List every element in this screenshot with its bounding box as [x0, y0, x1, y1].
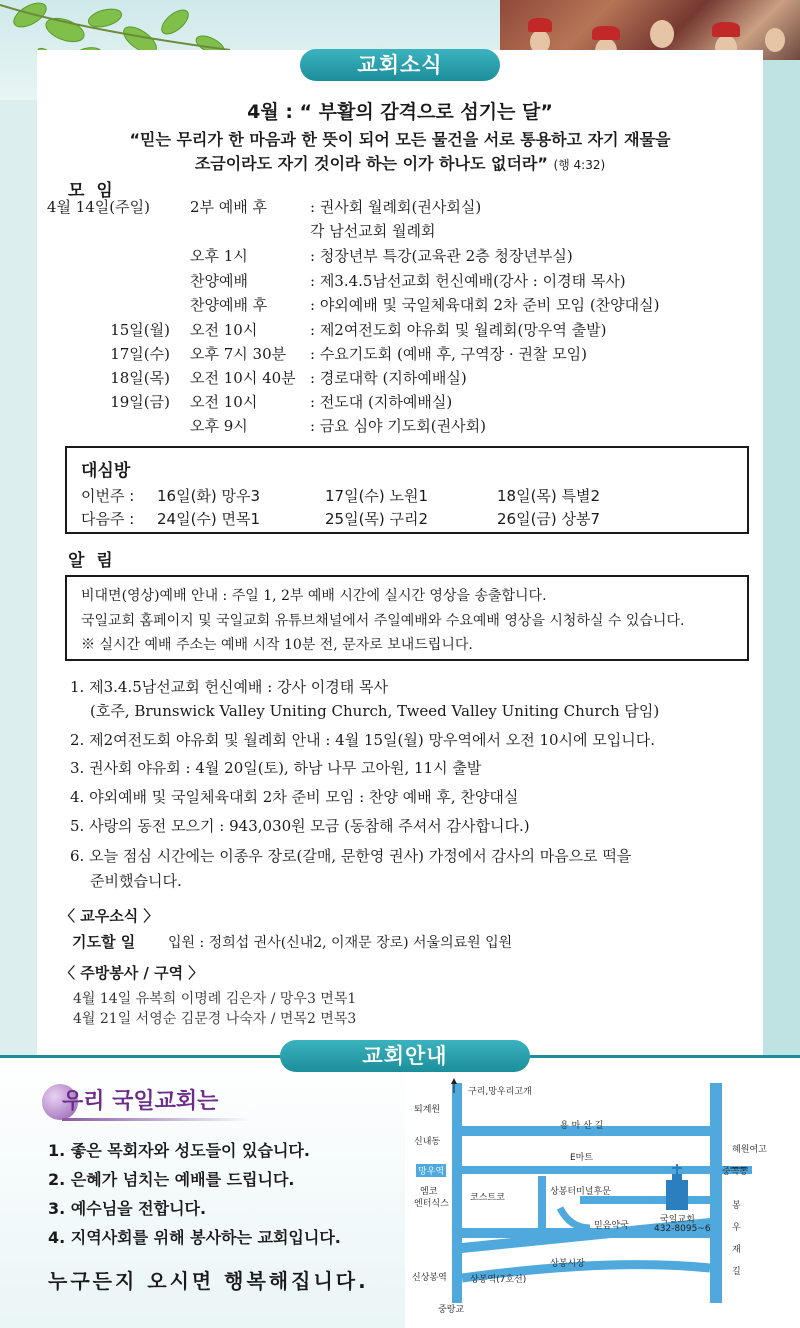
meeting-desc: : 금요 심야 기도회(권사회) — [310, 417, 486, 435]
kitchen-heading: 〈 주방봉사 / 구역 〉 — [60, 964, 204, 982]
meeting-row — [0, 319, 800, 341]
slogan: 누구든지 오시면 행복해집니다. — [48, 1269, 369, 1293]
meeting-time: 찬양예배 후 — [190, 296, 268, 314]
notice-item: 2. 제2여전도회 야유회 및 월례회 안내 : 4월 15일(월) 망우역에서 오전 10시에 모입니다. — [70, 731, 656, 749]
title-underline — [62, 1118, 252, 1121]
meeting-time: 오전 10시 40분 — [190, 369, 296, 387]
meeting-date: 17일(수) — [110, 345, 170, 363]
this-week-visit: 18일(목) 특별2 — [497, 487, 601, 505]
meeting-row — [0, 294, 800, 316]
this-week-visit: 16일(화) 망우3 — [157, 487, 261, 505]
meeting-time: 오후 1시 — [190, 247, 248, 265]
member-news-heading: 〈 교우소식 〉 — [60, 907, 159, 925]
meeting-row — [0, 343, 800, 365]
meeting-desc: : 제3.4.5남선교회 헌신예배(강사 : 이경태 목사) — [310, 272, 626, 290]
meeting-row — [0, 245, 800, 267]
map-label: 엔터식스 — [414, 1199, 449, 1209]
map-label: 믿음약국 — [594, 1221, 629, 1231]
church-point: 4. 지역사회를 위해 봉사하는 교회입니다. — [48, 1228, 341, 1247]
meeting-desc: : 청장년부 특강(교육관 2층 청장년부실) — [310, 247, 573, 265]
meeting-time: 2부 예배 후 — [190, 198, 268, 216]
meeting-desc: : 권사회 월례회(권사회실) — [310, 198, 482, 216]
prayer-text: 입원 : 정희섭 권사(신내2, 이재문 장로) 서울의료원 입원 — [168, 935, 513, 951]
meeting-time: 오전 10시 — [190, 393, 258, 411]
location-map — [410, 1078, 790, 1318]
section-title-guide: 교회안내 — [280, 1040, 530, 1072]
map-label: 상봉터미널후문 — [550, 1187, 611, 1197]
map-label: 길 — [732, 1267, 741, 1277]
meeting-row — [0, 196, 800, 218]
map-label: 우 — [732, 1223, 741, 1233]
church-title: 우리 국일교회는 — [40, 1082, 260, 1122]
meeting-desc: 각 남선교회 월례회 — [310, 222, 436, 240]
church-point: 1. 좋은 목회자와 성도들이 있습니다. — [48, 1141, 310, 1160]
meeting-time: 찬양예배 — [190, 272, 248, 290]
notices-heading: 알 림 — [68, 551, 116, 571]
church-point: 3. 예수님을 전합니다. — [48, 1199, 207, 1218]
verse-line-1: “믿는 무리가 한 마음과 한 뜻이 되어 모든 물건을 서로 통용하고 자기 재물을 — [129, 130, 671, 149]
map-label: 망우역 — [416, 1164, 446, 1177]
map-label: 봉 — [732, 1201, 741, 1211]
church-point: 2. 은혜가 넘치는 예배를 드립니다. — [48, 1170, 295, 1189]
meeting-date: 19일(금) — [110, 393, 170, 411]
meeting-row — [0, 270, 800, 292]
meeting-date: 18일(목) — [110, 369, 170, 387]
online-worship-notice — [65, 575, 749, 661]
notice-item: 1. 제3.4.5남선교회 헌신예배 : 강사 이경태 목사 — [70, 678, 388, 696]
map-label: 국일교회 — [660, 1215, 695, 1225]
notice-line: 비대면(영상)예배 안내 : 주일 1, 2부 예배 시간에 실시간 영상을 송출합니다. — [81, 588, 547, 604]
map-label: 혜원여고 — [732, 1145, 767, 1155]
meeting-time: 오후 9시 — [190, 417, 248, 435]
kitchen-line: 4월 21일 서영순 김문경 나숙자 / 면목2 면목3 — [73, 1011, 357, 1027]
notice-line: 국일교회 홈페이지 및 국일교회 유튜브채널에서 주일예배와 수요예배 영상을 시청하실 수 있습니다. — [81, 613, 685, 629]
map-label: 중곡동 — [722, 1167, 749, 1177]
map-label: E마트 — [570, 1153, 594, 1163]
next-week-label: 다음주 : — [81, 510, 135, 528]
map-label: 용 마 산 길 — [560, 1121, 604, 1131]
notice-item: 5. 사랑의 동전 모으기 : 943,030원 모금 (동참해 주셔서 감사합니다.) — [70, 817, 530, 835]
meeting-desc: : 경로대학 (지하예배실) — [310, 369, 467, 387]
meeting-time: 오전 10시 — [190, 321, 258, 339]
notice-item: 3. 권사회 야유회 : 4월 20일(토), 하남 나무 고아원, 11시 출발 — [70, 759, 482, 777]
meeting-row — [0, 391, 800, 413]
notice-item: 4. 야외예배 및 국일체육대회 2차 준비 모임 : 찬양 예배 후, 찬양대실 — [70, 788, 519, 806]
next-week-visit: 25일(목) 구리2 — [325, 510, 429, 528]
meeting-desc: : 야외예배 및 국일체육대회 2차 준비 모임 (찬양대실) — [310, 296, 660, 314]
meeting-desc: : 제2여전도회 야유회 및 월례회(망우역 출발) — [310, 321, 607, 339]
meeting-date: 4월 14일(주일) — [46, 198, 150, 216]
map-label: 퇴계원 — [414, 1105, 441, 1115]
meeting-row — [0, 415, 800, 437]
next-week-visit: 26일(금) 상봉7 — [497, 510, 601, 528]
meeting-desc: : 전도대 (지하예배실) — [310, 393, 453, 411]
map-label: 코스트코 — [470, 1193, 505, 1203]
home-visit-box — [65, 446, 749, 534]
visits-heading: 대심방 — [81, 461, 131, 481]
map-label: 엠코 — [420, 1187, 438, 1197]
notice-line: ※ 실시간 예배 주소는 예배 시작 10분 전, 문자로 보내드립니다. — [81, 637, 473, 653]
this-week-visit: 17일(수) 노원1 — [325, 487, 429, 505]
kitchen-line: 4월 14일 유복희 이명례 김은자 / 망우3 면목1 — [73, 991, 357, 1007]
month-theme-title: 4월 : “ 부활의 감격으로 섬기는 달” — [247, 101, 553, 123]
map-label: 신내동 — [414, 1137, 441, 1147]
map-label: 신상봉역 — [412, 1273, 447, 1283]
notice-item: 6. 오늘 점심 시간에는 이종우 장로(갈매, 문한영 권사) 가정에서 감사의 마음으로 떡을 — [70, 847, 632, 865]
meetings-heading: 모 임 — [68, 181, 116, 201]
meeting-row — [0, 367, 800, 389]
this-week-label: 이번주 : — [81, 487, 135, 505]
map-label: 중랑교 — [438, 1305, 465, 1315]
next-week-visit: 24일(수) 면목1 — [157, 510, 261, 528]
map-label: 432-8095~6 — [654, 1224, 711, 1234]
map-label: 상봉역(7호선) — [470, 1275, 527, 1285]
verse-reference: (행 4:32) — [553, 158, 606, 172]
map-label: 상봉시장 — [550, 1259, 585, 1269]
meeting-time: 오후 7시 30분 — [190, 345, 287, 363]
section-title-news: 교회소식 — [300, 49, 500, 81]
map-label: 재 — [732, 1245, 741, 1255]
verse-line-2: 조금이라도 자기 것이라 하는 이가 하나도 없더라” (행 4:32) — [194, 154, 606, 173]
notice-item: (호주, Brunswick Valley Uniting Church, Tweed Valley Uniting Church 담임) — [90, 702, 660, 720]
notice-item: 준비했습니다. — [90, 872, 182, 890]
map-label: 구리,망우리고개 — [468, 1087, 532, 1097]
meeting-desc: : 수요기도회 (예배 후, 구역장 · 권찰 모임) — [310, 345, 588, 363]
prayer-label: 기도할 일 — [72, 933, 136, 951]
meeting-row — [0, 220, 800, 242]
meeting-date: 15일(월) — [110, 321, 170, 339]
